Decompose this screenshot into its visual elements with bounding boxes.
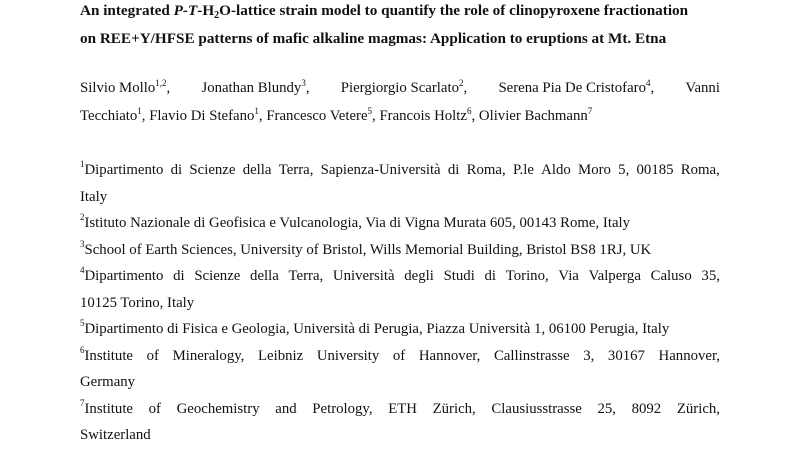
affiliation-word: Hannover, xyxy=(418,347,481,364)
affiliation-word: $^4$Dipartimento xyxy=(80,265,164,284)
author-name-text: Francesco Vetere xyxy=(266,108,368,124)
author-name xyxy=(498,74,654,102)
title-line-1: An integrated $P-T-H_2O$-lattice strain model to quantify the role of clinopyroxene fractionation xyxy=(80,2,689,21)
affiliation-word: Hannover, xyxy=(658,347,720,364)
affiliation-word: Mineralogy, xyxy=(172,347,245,364)
affiliation-word: Università xyxy=(332,268,395,284)
affiliation-number: 4 xyxy=(80,265,85,275)
affiliation-word: of xyxy=(392,347,406,364)
author-affiliation-marker: 1,2 xyxy=(155,78,167,88)
author-separator: , xyxy=(305,80,310,96)
author-name-text: Piergiorgio Scarlato xyxy=(340,80,459,96)
affiliation-number: 1 xyxy=(80,159,85,169)
affiliation-line xyxy=(80,316,720,343)
affiliation-word: Aldo xyxy=(541,162,571,178)
affiliation-word: della xyxy=(242,162,272,178)
author-separator: , xyxy=(141,108,146,124)
affiliation-word: 3, xyxy=(583,347,595,364)
author-affiliation-marker: 7 xyxy=(587,106,593,116)
author-name-text: Olivier Bachmann xyxy=(478,108,588,124)
affiliation-item xyxy=(80,316,720,343)
author-separator: , xyxy=(166,80,171,96)
affiliation-word: Roma, xyxy=(466,162,506,178)
author-name-text: Tecchiato xyxy=(80,108,138,124)
affiliation-word: Leibniz xyxy=(257,347,304,364)
affiliation-word: $^6$Institute xyxy=(80,344,133,364)
affiliation-word: 00185 xyxy=(636,162,674,178)
affiliation-word: degli xyxy=(404,268,434,284)
author-name-text: Silvio Mollo xyxy=(80,80,156,96)
author-affiliation-marker: 4 xyxy=(645,78,651,88)
author-affiliation-marker: 5 xyxy=(367,106,373,116)
affiliation-text: Istituto Nazionale di Geofisica e Vulcanologia, Via di Vigna Murata 605, 00143 Rome, Italy xyxy=(84,215,631,231)
author-line-1 xyxy=(80,74,720,102)
author-list xyxy=(80,74,720,130)
affiliation-word: Clausiusstrasse xyxy=(491,400,582,417)
affiliation-word: Torino, xyxy=(505,268,549,284)
affiliation-item xyxy=(80,263,720,316)
affiliation-word: ETH xyxy=(388,400,417,417)
affiliation-word: Via xyxy=(558,268,579,284)
affiliation-word: Moro xyxy=(578,162,611,178)
affiliation-line xyxy=(80,369,720,396)
affiliation-word: P.le xyxy=(512,162,534,178)
affiliation-text: Dipartimento di Fisica e Geologia, Università di Perugia, Piazza Università 1, 06100 Perugia, Italy xyxy=(84,321,670,337)
author-line-2 xyxy=(80,102,720,130)
author-name xyxy=(685,74,720,102)
affiliation-word: Callinstrasse xyxy=(493,347,570,364)
author-affiliation-marker: 6 xyxy=(466,106,472,116)
affiliation-line xyxy=(80,210,720,237)
affiliation-text: 10125 Torino, Italy xyxy=(80,294,195,311)
affiliation-word: Zürich, xyxy=(676,400,720,417)
affiliation-line xyxy=(80,290,720,317)
author-affiliation-marker: 1 xyxy=(137,106,142,116)
affiliation-text: Italy xyxy=(80,188,108,205)
affiliation-word: di xyxy=(170,162,183,178)
author-name xyxy=(341,74,467,102)
affiliation-word: Terra, xyxy=(288,268,324,284)
author-name xyxy=(379,108,475,124)
author-name xyxy=(479,108,592,124)
author-name xyxy=(149,108,262,124)
paper-title xyxy=(80,0,720,53)
affiliation-item xyxy=(80,210,720,237)
affiliation-word: Petrology, xyxy=(312,400,373,417)
affiliation-line xyxy=(80,237,720,264)
affiliation-word: di xyxy=(447,162,460,178)
affiliation-number: 7 xyxy=(80,397,85,408)
affiliation-word: della xyxy=(250,268,279,284)
affiliation-number: 5 xyxy=(80,318,85,328)
author-affiliation-marker: 3 xyxy=(301,78,306,88)
author-separator: , xyxy=(463,80,468,96)
affiliation-word: Caluso xyxy=(650,268,692,284)
affiliation-line xyxy=(80,263,720,290)
author-affiliation-marker: 2 xyxy=(459,78,464,88)
affiliation-line xyxy=(80,157,720,184)
affiliation-word: Terra, xyxy=(278,162,314,178)
affiliation-item xyxy=(80,157,720,210)
affiliation-word: 5, xyxy=(618,162,630,178)
author-separator: , xyxy=(650,80,655,96)
author-name-text: Jonathan Blundy xyxy=(201,80,302,96)
affiliation-item xyxy=(80,237,720,264)
affiliation-word: di xyxy=(484,268,497,284)
affiliation-text: Germany xyxy=(80,374,136,390)
author-name xyxy=(80,108,146,124)
author-name-text: Serena Pia De Cristofaro xyxy=(498,80,646,96)
author-name-text: Flavio Di Stefano xyxy=(149,108,255,124)
affiliation-line xyxy=(80,422,720,449)
affiliation-word: Scienze xyxy=(194,268,241,284)
affiliation-line xyxy=(80,184,720,211)
affiliation-item xyxy=(80,343,720,396)
author-name-text: Vanni xyxy=(685,80,720,96)
affiliation-word: 25, xyxy=(597,400,616,417)
affiliation-word: Sapienza-Università xyxy=(320,162,441,178)
author-name xyxy=(266,108,375,124)
author-name-text: Francois Holtz xyxy=(379,108,467,124)
affiliation-word: of xyxy=(146,347,159,364)
author-separator: , xyxy=(258,108,263,124)
author-separator: , xyxy=(471,108,476,124)
affiliation-word: and xyxy=(275,400,297,417)
affiliation-word: of xyxy=(148,400,161,417)
affiliation-number: 6 xyxy=(80,344,85,355)
affiliation-word: Zürich, xyxy=(432,400,476,417)
affiliation-word: Valperga xyxy=(588,268,641,284)
affiliation-word: $^7$Institute xyxy=(80,397,133,417)
affiliation-word: Scienze xyxy=(189,162,236,178)
affiliation-word: 30167 xyxy=(607,347,645,364)
affiliation-word: Roma, xyxy=(680,162,720,178)
affiliation-line xyxy=(80,343,720,370)
affiliation-number: 3 xyxy=(80,238,85,249)
author-separator: , xyxy=(372,108,376,124)
affiliation-text: Switzerland xyxy=(80,427,151,443)
affiliation-list xyxy=(80,157,720,449)
affiliation-word: 8092 xyxy=(631,400,662,417)
affiliation-word: di xyxy=(173,268,185,284)
affiliation-number: 2 xyxy=(80,212,85,222)
affiliation-line xyxy=(80,396,720,423)
affiliation-word: $^1$Dipartimento xyxy=(80,159,164,178)
author-name xyxy=(201,74,309,102)
affiliation-word: 35, xyxy=(701,268,720,284)
affiliation-word: Geochemistry xyxy=(176,400,260,417)
affiliation-word: Studi xyxy=(443,268,475,284)
affiliation-item xyxy=(80,396,720,449)
title-line-2: on REE+Y/HFSE patterns of mafic alkaline magmas: Application to eruptions at Mt. Etna xyxy=(80,30,667,47)
author-name xyxy=(80,74,170,102)
affiliation-word: University xyxy=(316,347,380,364)
author-affiliation-marker: 1 xyxy=(254,106,259,116)
paper-page xyxy=(80,0,720,450)
affiliation-text: School of Earth Sciences, University of Bristol, Wills Memorial Building, Bristol BS8 1RJ, UK xyxy=(84,241,652,258)
